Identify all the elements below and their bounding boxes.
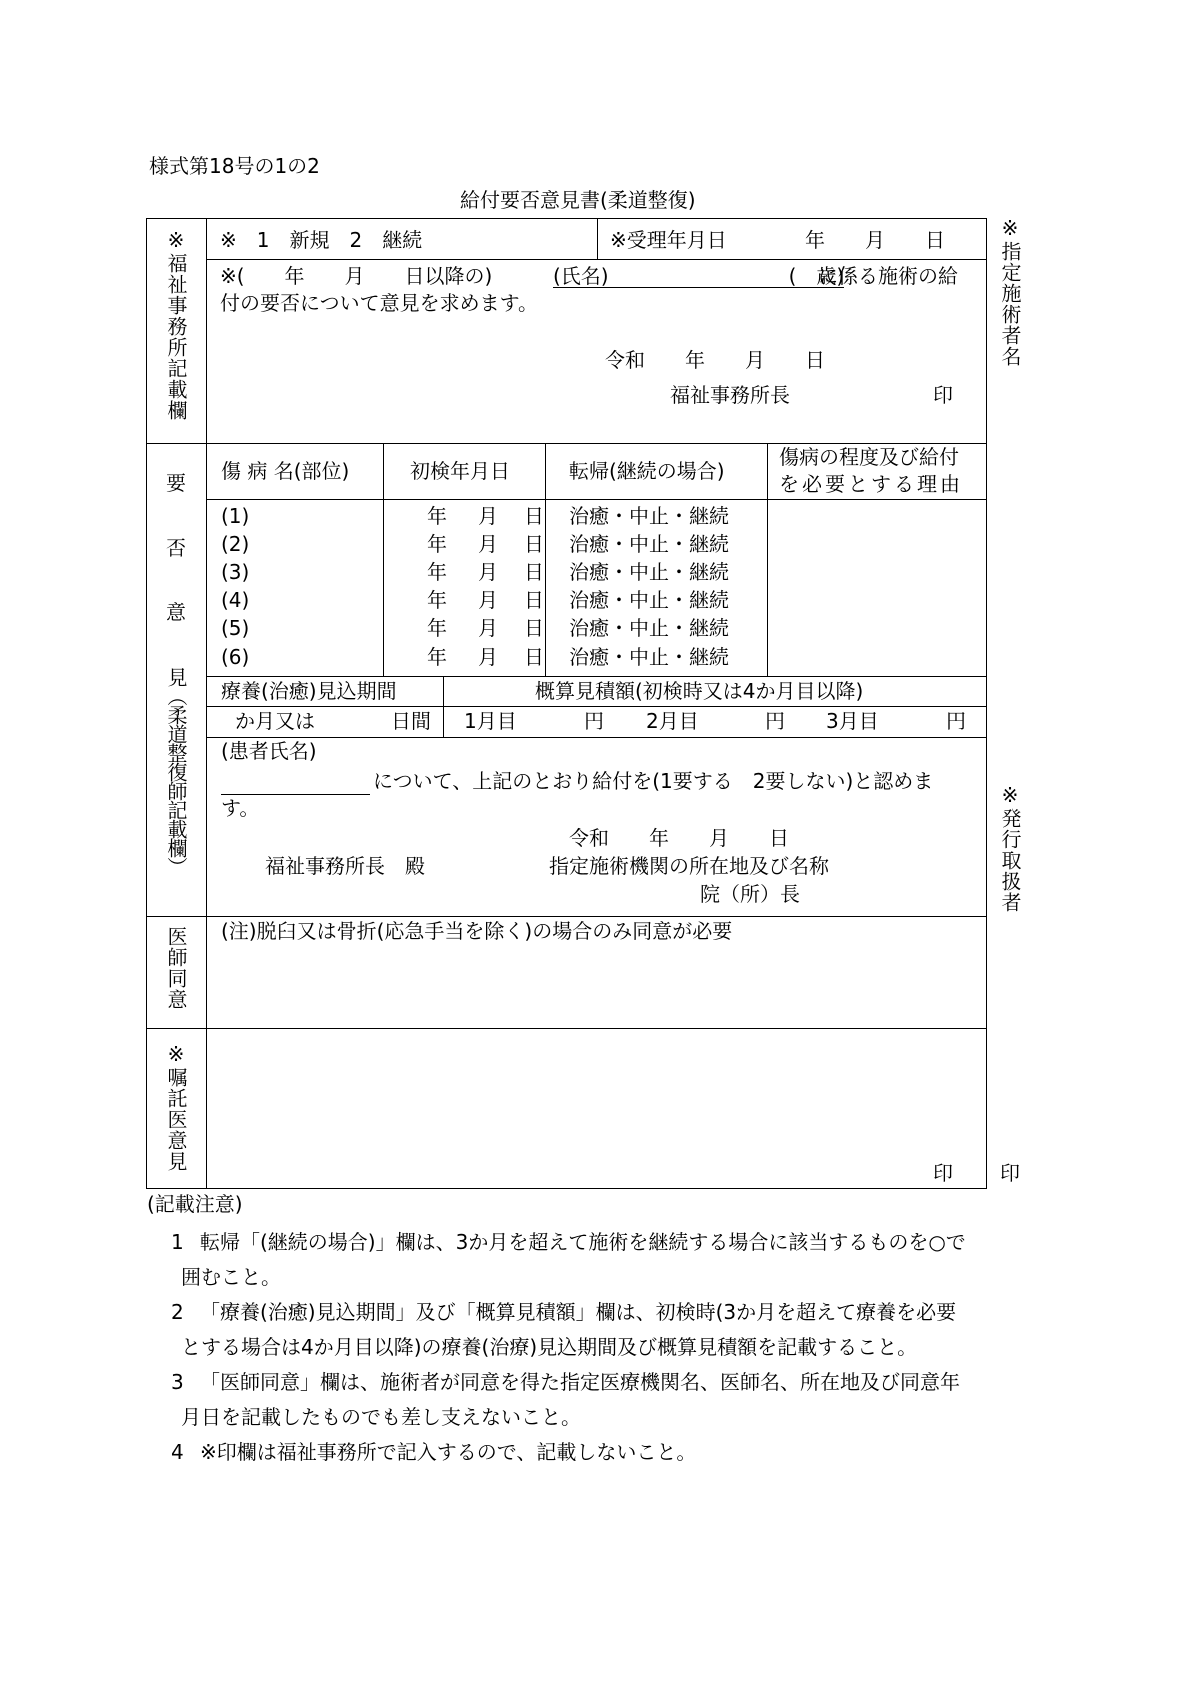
divider <box>206 706 986 707</box>
issuer-seal: 印 <box>1000 1161 1020 1185</box>
office-date: 令和 年 月 日 <box>605 348 825 372</box>
request-date: ※( 年 月 日以降の) <box>220 264 493 288</box>
application-type: ※ 1 新規 2 継続 <box>220 228 423 252</box>
row-year[interactable]: 年 <box>427 504 447 528</box>
request-name-field[interactable]: (氏名) ( 歳) <box>553 264 845 288</box>
form-number: 様式第18号の1の2 <box>149 154 320 178</box>
practitioner-name-label: ※指定施術者名 <box>998 216 1022 367</box>
row-month[interactable]: 月 <box>478 504 498 528</box>
divider <box>206 499 986 500</box>
note-text: 「医師同意」欄は、施術者が同意を得た指定医療機関名、医師名、所在地及び同意年 <box>200 1370 960 1394</box>
row-number: (3) <box>221 560 250 584</box>
row-outcome[interactable]: 治癒・中止・継続 <box>569 560 729 584</box>
row-year[interactable]: 年 <box>427 645 447 669</box>
received-label: ※受理年月日 <box>610 228 727 252</box>
month2-label: 2月目 <box>646 709 699 733</box>
period-months[interactable]: か月又は <box>235 709 315 733</box>
opinion-label-char: 意 <box>166 600 186 624</box>
note-text-continued: とする場合は4か月目以降)の療養(治療)見込期間及び概算見積額を記載すること。 <box>181 1335 918 1359</box>
note-text: 転帰「(継続の場合)」欄は、3か月を超えて施術を継続する場合に該当するものを○で <box>200 1230 966 1254</box>
commissioned-seal: 印 <box>933 1161 953 1185</box>
note-number: 4 <box>171 1440 184 1464</box>
section-divider <box>146 916 986 917</box>
period-days[interactable]: 日間 <box>391 709 431 733</box>
approval-date: 令和 年 月 日 <box>569 826 789 850</box>
row-outcome[interactable]: 治癒・中止・継続 <box>569 588 729 612</box>
commissioned-doctor-label: ※嘱託医意見 <box>164 1042 188 1172</box>
month3-yen[interactable]: 円 <box>946 709 966 733</box>
row-month[interactable]: 月 <box>478 645 498 669</box>
divider <box>206 737 986 738</box>
welfare-office-label: ※福祉事務所記載欄 <box>164 228 188 421</box>
divider <box>206 259 986 260</box>
divider <box>383 443 384 676</box>
header-reason-2: を必要とする理由 <box>779 472 963 496</box>
row-day[interactable]: 日 <box>524 504 544 528</box>
section-divider <box>146 443 986 444</box>
patient-label: (患者氏名) <box>221 739 317 763</box>
row-day[interactable]: 日 <box>524 560 544 584</box>
note-number: 2 <box>171 1300 184 1324</box>
row-outcome[interactable]: 治癒・中止・継続 <box>569 532 729 556</box>
row-year[interactable]: 年 <box>427 532 447 556</box>
row-number: (2) <box>221 532 250 556</box>
doctor-consent-label: 医師同意 <box>164 926 188 1010</box>
row-day[interactable]: 日 <box>524 532 544 556</box>
row-number: (5) <box>221 616 250 640</box>
note-text-continued: 月日を記載したものでも差し支えないこと。 <box>181 1405 581 1429</box>
divider <box>443 676 444 737</box>
office-seal: 印 <box>933 383 953 407</box>
received-date: 年 月 日 <box>805 228 945 252</box>
director-label: 院（所）長 <box>700 882 800 906</box>
approval-addressee: 福祉事務所長 殿 <box>265 854 425 878</box>
row-year[interactable]: 年 <box>427 616 447 640</box>
issuer-label: ※発行取扱者 <box>998 783 1022 913</box>
row-day[interactable]: 日 <box>524 588 544 612</box>
header-reason-1: 傷病の程度及び給付 <box>779 445 959 469</box>
divider <box>767 443 768 676</box>
opinion-label-char: 要 <box>166 471 186 495</box>
row-outcome[interactable]: 治癒・中止・継続 <box>569 645 729 669</box>
divider <box>206 676 986 677</box>
opinion-label-char: 否 <box>166 536 186 560</box>
request-text: に係る施術の給 <box>818 264 958 288</box>
notes-heading: (記載注意) <box>147 1192 243 1216</box>
month1-yen[interactable]: 円 <box>584 709 604 733</box>
row-day[interactable]: 日 <box>524 645 544 669</box>
row-month[interactable]: 月 <box>478 560 498 584</box>
header-outcome: 転帰(継続の場合) <box>569 459 725 483</box>
note-text-continued: 囲むこと。 <box>181 1265 281 1289</box>
row-month[interactable]: 月 <box>478 532 498 556</box>
request-text-2: 付の要否について意見を求めます。 <box>220 291 538 315</box>
note-text: 「療養(治癒)見込期間」及び「概算見積額」欄は、初検時(3か月を超えて療養を必要 <box>200 1300 957 1324</box>
row-number: (1) <box>221 504 250 528</box>
note-number: 1 <box>171 1230 184 1254</box>
form-title: 給付要否意見書(柔道整復) <box>460 188 696 212</box>
row-day[interactable]: 日 <box>524 616 544 640</box>
header-first-visit: 初検年月日 <box>410 459 510 483</box>
section-divider <box>146 1028 986 1029</box>
month2-yen[interactable]: 円 <box>765 709 785 733</box>
note-text: ※印欄は福祉事務所で記入するので、記載しないこと。 <box>200 1440 697 1464</box>
period-label: 療養(治癒)見込期間 <box>221 679 397 703</box>
row-outcome[interactable]: 治癒・中止・継続 <box>569 504 729 528</box>
month1-label: 1月目 <box>464 709 517 733</box>
note-number: 3 <box>171 1370 184 1394</box>
month3-label: 3月目 <box>826 709 879 733</box>
divider <box>597 218 598 259</box>
header-injury-name: 傷 病 名(部位) <box>221 459 350 483</box>
approval-statement: について、上記のとおり給付を(1要する 2要しない)と認めま <box>373 769 934 793</box>
row-month[interactable]: 月 <box>478 588 498 612</box>
divider <box>545 443 546 676</box>
approval-statement-end: す。 <box>221 796 260 820</box>
row-number: (6) <box>221 645 250 669</box>
form-table <box>146 218 987 1189</box>
estimate-label: 概算見積額(初検時又は4か月目以降) <box>535 679 864 703</box>
row-number: (4) <box>221 588 250 612</box>
row-year[interactable]: 年 <box>427 560 447 584</box>
opinion-label-rest: 見（柔道整復師記載欄） <box>164 667 188 876</box>
row-month[interactable]: 月 <box>478 616 498 640</box>
row-outcome[interactable]: 治癒・中止・継続 <box>569 616 729 640</box>
patient-name-line[interactable] <box>221 794 370 795</box>
row-year[interactable]: 年 <box>427 588 447 612</box>
doctor-consent-note: (注)脱臼又は骨折(応急手当を除く)の場合のみ同意が必要 <box>221 919 733 943</box>
office-signer: 福祉事務所長 <box>670 383 790 407</box>
label-column-divider <box>206 218 207 1188</box>
institution-label: 指定施術機関の所在地及び名称 <box>549 854 829 878</box>
